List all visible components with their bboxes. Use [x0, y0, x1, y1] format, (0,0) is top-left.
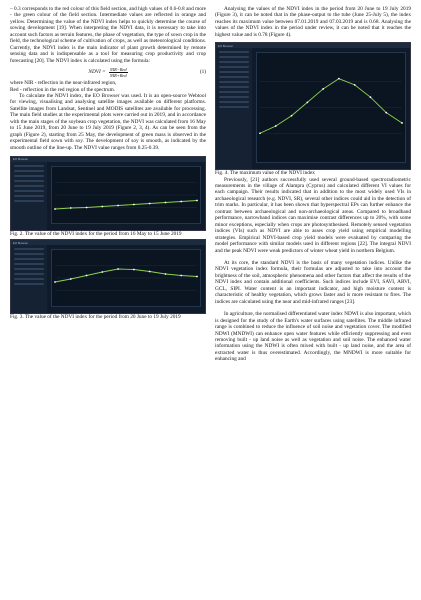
ndvi-point [306, 102, 308, 104]
ndvi-point [165, 202, 167, 204]
right-paragraph-2: Previously, [21] authors successfully used several ground-based spectroradiometric measurements in the village of Alampra (Cyprus) and calculated different VI values for each campaign. Their results indicated that in addition to the most widely used VIs in archaeological research (e.g. NDVI, SR), several other indices could aid in the detection of trim marks. In particular, it has been shown that hyperspectral EPs can further enhance the contrast between archaeological and non-archaeological areas. Compared to broadband performance, narrowband indices can maximise contrast differences up to 20%, with some minor exceptions, especially when crops are photosynthesised. Remotely sensed vegetation indices (VIs) such as NDVI are able to asses crop yield using empirical modelling strategies. Empirical NDVI-based crop yield models were evaluated by comparing the model performance with similar models used in different regions [22]. The integral NDVI and the peak NDVI were weak predictors of winter wheat yield in northern Belgium. [215, 176, 411, 254]
ndvi-point [86, 275, 88, 277]
figure-3-plot [51, 249, 201, 307]
figure-4-sidepanel [216, 48, 252, 169]
right-paragraph-3: At its core, the standard NDVI is the basis of many vegetation indices. Unlike the NDVI vegetation index formula, their formulas are adjusted to take into account the brightness of the soil, atmospheric phenomena and other factors that affect the results of the NDVI index and contain additional coefficients. Such indices include EVI, SAVI, ARVI, GCL, SIPI. Water content is an important indicator, and high moisture content is characteristic of healthy vegetation, which grows faster and is more resistant to fires. The indices are calculated using the near and mid-infrared ranges [23]. [215, 260, 411, 305]
ndvi-point [196, 276, 198, 278]
figure-4-line-chart [257, 53, 405, 162]
figure-2-plot [51, 166, 201, 224]
ndvi-point [70, 278, 72, 280]
where-line-1: where NIR - reflection in the near-infrared region, [10, 80, 117, 87]
ndvi-point [385, 112, 387, 114]
formula-lhs: NDVI = [88, 68, 106, 75]
ndvi-point [180, 201, 182, 203]
ndvi-point [54, 208, 56, 210]
ndvi-point [196, 200, 198, 202]
ndvi-point [133, 269, 135, 271]
figure-2-sidepanel [11, 162, 47, 230]
left-column [10, 6, 206, 321]
right-paragraph-1: Analysing the values of the NDVI index in the period from 20 June to 19 July 2019 (Figure 3), it can be noted that in the phase-output to the tube (June 25-July 5), the index reaches its maximum value between 07.01.2019 and 07.03.2019 and is 0.68. Analysing the values of the NDVI index in the period under review, it can be noted that it reaches the highest value and is 0.78 (Figure 4). [215, 6, 411, 38]
eo-browser-logo: EO Browser [218, 43, 234, 48]
right-paragraph-4: In agriculture, the normalised differentiated water index NDWI is also important, which is designed for the study of the Earth's water surfaces using satellites. The middle infrared range is combined to reduce the influence of soil noise and vegetation cover. The modified NDWI (MNDWI) can enhance open water features while efficiently suppressing and even removing built - up land noise as well as vegetation and soil noise. The enhanced water information using the NDWI is often mixed with built - up land noise, and the area of extracted water is thus overestimated. Accordingly, the MNDWI is more suitable for enhancing and [215, 311, 411, 363]
figure-4-screenshot [215, 42, 411, 170]
ndvi-point [54, 281, 56, 283]
ndvi-point [117, 205, 119, 207]
ndvi-point [370, 97, 372, 99]
ndvi-formula [10, 65, 206, 79]
ndvi-point [101, 271, 103, 273]
figure-2-line-chart [52, 167, 200, 223]
eo-browser-logo: EO Browser [13, 157, 29, 162]
ndvi-point [275, 125, 277, 127]
figure-2-screenshot [10, 156, 206, 231]
ndvi-point [86, 207, 88, 209]
eo-browser-logo: EO Browser [13, 240, 29, 245]
ndvi-point [322, 88, 324, 90]
figure-4-caption: Fig. 4. The maximum value of the NDVI index [215, 170, 315, 177]
where-line-2: Red - reflection in the red region of the spectrum. [10, 86, 116, 93]
figure-3-screenshot [10, 239, 206, 314]
figure-3-caption: Fig. 3. The value of the NDVI index for the period from 20 June to 19 July 2019 [10, 314, 181, 321]
ndvi-point [338, 78, 340, 80]
ndvi-point [401, 122, 403, 124]
ndvi-point [101, 206, 103, 208]
ndvi-point [149, 271, 151, 273]
left-paragraph-1: – 0.3 corresponds to the red colour of this field section, and high values of 0.6-0.8 and more - the green colour of the field section. Intermediate values are reflected in orange and yellow. Determining the value of the NDVI index helps to quickly determine the course of sowing development [19]. When interpreting the NDVI data, it is necessary to take into account such factors as terrain features, the phase of vegetation, the type of sown crop in the field, the technological scheme of cultivation of crops, as well as meteorological conditions. Currently, the NDVI index is the main indicator of plant growth determined by remote sensing data and is indispensable as a tool for measuring crop productivity and crop forecasting [20]. The NDVI index is calculated using the formula: [10, 6, 206, 64]
figure-3-line-chart [52, 250, 200, 306]
ndvi-series-line [55, 269, 197, 282]
formula-denominator: NIR+Red [109, 72, 127, 78]
right-column [215, 6, 411, 363]
ndvi-point [180, 275, 182, 277]
ndvi-point [70, 207, 72, 209]
formula-number: (1) [199, 68, 206, 75]
formula-numerator: NIR−Red [109, 66, 127, 72]
ndvi-point [259, 133, 261, 135]
ndvi-series-line [260, 79, 402, 134]
ndvi-point [354, 84, 356, 86]
formula-fraction [109, 67, 128, 78]
ndvi-point [149, 203, 151, 205]
ndvi-point [165, 273, 167, 275]
ndvi-point [133, 204, 135, 206]
ndvi-point [291, 115, 293, 117]
figure-4-plot [256, 52, 406, 163]
ndvi-point [117, 268, 119, 270]
figure-2-caption: Fig. 2. The value of the NDVI index for the period from 16 May to 15 June 2019 [10, 231, 182, 238]
left-paragraph-2: To calculate the NDVI index, the EO Browser was used. It is an open-source Webtool for viewing, visualising and analysing satellite images available on different platforms. Satellite images from Landsat, Sentinel and MODIS satellites are available for processing. The main field studies at the experimental plots were carried out in 2019, and in accordance with the main stages of the soybean crop vegetation, the NDVI was calculated from 16 May to 15 June 2019, from 20 June to 19 July 2019 (Figure 2, 3, 4). As can be seen from the graph (Figure 2), starting from 25 May, the development of green mass is observed in the experimental field sown with soy. The development of soy is smooth, as indicated by the smooth outline of the line-up. The NDVI value ranges from 0.25-0.39. [10, 92, 206, 151]
ndvi-series-line [55, 201, 197, 210]
figure-3-sidepanel [11, 245, 47, 313]
